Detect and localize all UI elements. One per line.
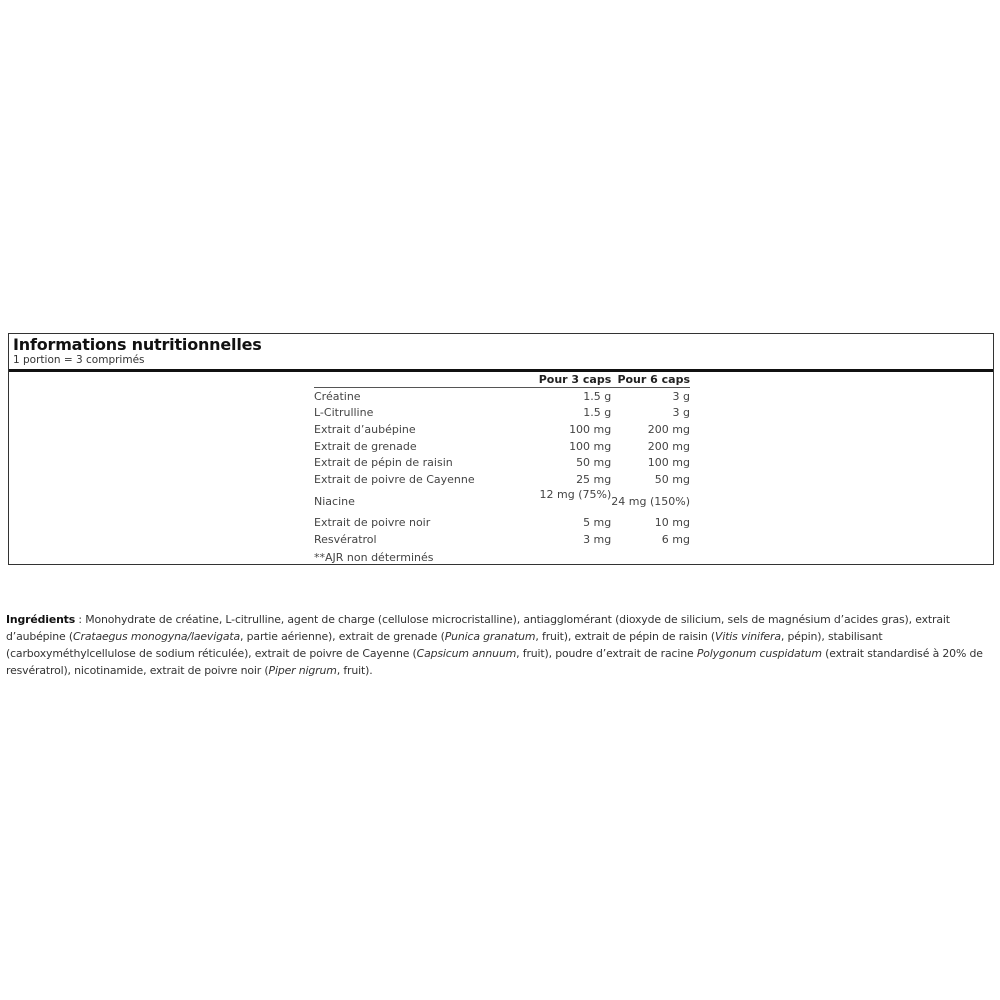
nutrient-value-3-caps: 3 mg (583, 532, 612, 546)
nutrient-value-6-caps: 24 mg (150%) (611, 494, 690, 508)
nutrient-value-6-caps: 3 g (672, 389, 690, 403)
nutrition-title: Informations nutritionnelles (13, 335, 262, 354)
nutrient-name: Extrait de poivre noir (314, 516, 431, 530)
nutrient-value-6-caps: 3 g (672, 406, 690, 420)
footnote: **AJR non déterminés (314, 551, 434, 564)
ingredients-text: , pépin), stabilisant (carboxyméthylcellulose de sodium réticulée), extrait de poivre de Cayenne ( (6, 629, 883, 660)
ingredients-text: , fruit), extrait de pépin de raisin ( (535, 629, 716, 643)
nutrient-value-3-caps: 50 mg (576, 456, 612, 470)
column-header-6-caps: Pour 6 caps (611, 372, 690, 388)
nutrient-value-6-caps: 50 mg (654, 472, 690, 486)
latin-name: Piper nigrum (268, 663, 337, 677)
nutrient-name: Extrait d’aubépine (314, 422, 416, 436)
nutrient-name: L-Citrulline (314, 406, 374, 420)
table-row (314, 388, 690, 405)
nutrition-facts-panel (8, 333, 994, 565)
nutrient-value-3-caps: 12 mg (75%) (539, 487, 612, 501)
column-header-name (314, 372, 535, 388)
nutrient-value-6-caps: 200 mg (647, 422, 690, 436)
nutrient-value-6-caps: 200 mg (647, 439, 690, 453)
nutrient-value-6-caps: 100 mg (647, 456, 690, 470)
nutrient-name: Extrait de poivre de Cayenne (314, 472, 475, 486)
nutrient-value-6-caps: 6 mg (661, 532, 690, 546)
latin-name: Punica granatum (444, 629, 536, 643)
nutrient-value-3-caps: 1.5 g (583, 406, 612, 420)
nutrient-value-3-caps: 100 mg (569, 439, 612, 453)
latin-name: Vitis vinifera (715, 629, 781, 643)
table-row (314, 488, 690, 515)
nutrient-value-3-caps: 1.5 g (583, 389, 612, 403)
table-row (314, 438, 690, 455)
table-row (314, 454, 690, 471)
table-header-row (314, 372, 690, 388)
nutrient-name: Resvératrol (314, 532, 377, 546)
ingredients-text: , partie aérienne), extrait de grenade ( (240, 629, 445, 643)
latin-name: Capsicum annuum (416, 646, 517, 660)
table-row (314, 531, 690, 548)
ingredients-text: : Monohydrate de créatine, L-citrulline, agent de charge (cellulose microcristalline), antiagglomérant (dioxyde de silicium, sels de magnésium d’acides gras), extrait d’aubépine ( (6, 612, 950, 643)
nutrient-value-6-caps: 10 mg (654, 516, 690, 530)
nutrient-value-3-caps: 100 mg (569, 422, 612, 436)
table-row (314, 471, 690, 488)
latin-name: Crataegus monogyna/laevigata (73, 629, 241, 643)
nutrient-name: Extrait de pépin de raisin (314, 456, 453, 470)
serving-size: 1 portion = 3 comprimés (13, 354, 145, 366)
ingredients-text: , fruit). (336, 663, 373, 677)
nutrient-value-3-caps: 5 mg (583, 516, 612, 530)
nutrition-table (314, 372, 690, 548)
ingredients-label: Ingrédients (6, 612, 76, 626)
table-row (314, 421, 690, 438)
table-row (314, 405, 690, 422)
nutrient-value-3-caps: 25 mg (576, 472, 612, 486)
nutrient-name: Extrait de grenade (314, 439, 417, 453)
ingredients-paragraph (6, 611, 996, 679)
column-header-3-caps: Pour 3 caps (535, 372, 611, 388)
ingredients-text: , fruit), poudre d’extrait de racine (516, 646, 697, 660)
table-row (314, 515, 690, 532)
nutrient-name: Créatine (314, 389, 361, 403)
ingredients-text: (extrait standardisé à 20% de resvératrol), nicotinamide, extrait de poivre noir ( (6, 646, 983, 677)
nutrient-name: Niacine (314, 494, 355, 508)
latin-name: Polygonum cuspidatum (696, 646, 822, 660)
